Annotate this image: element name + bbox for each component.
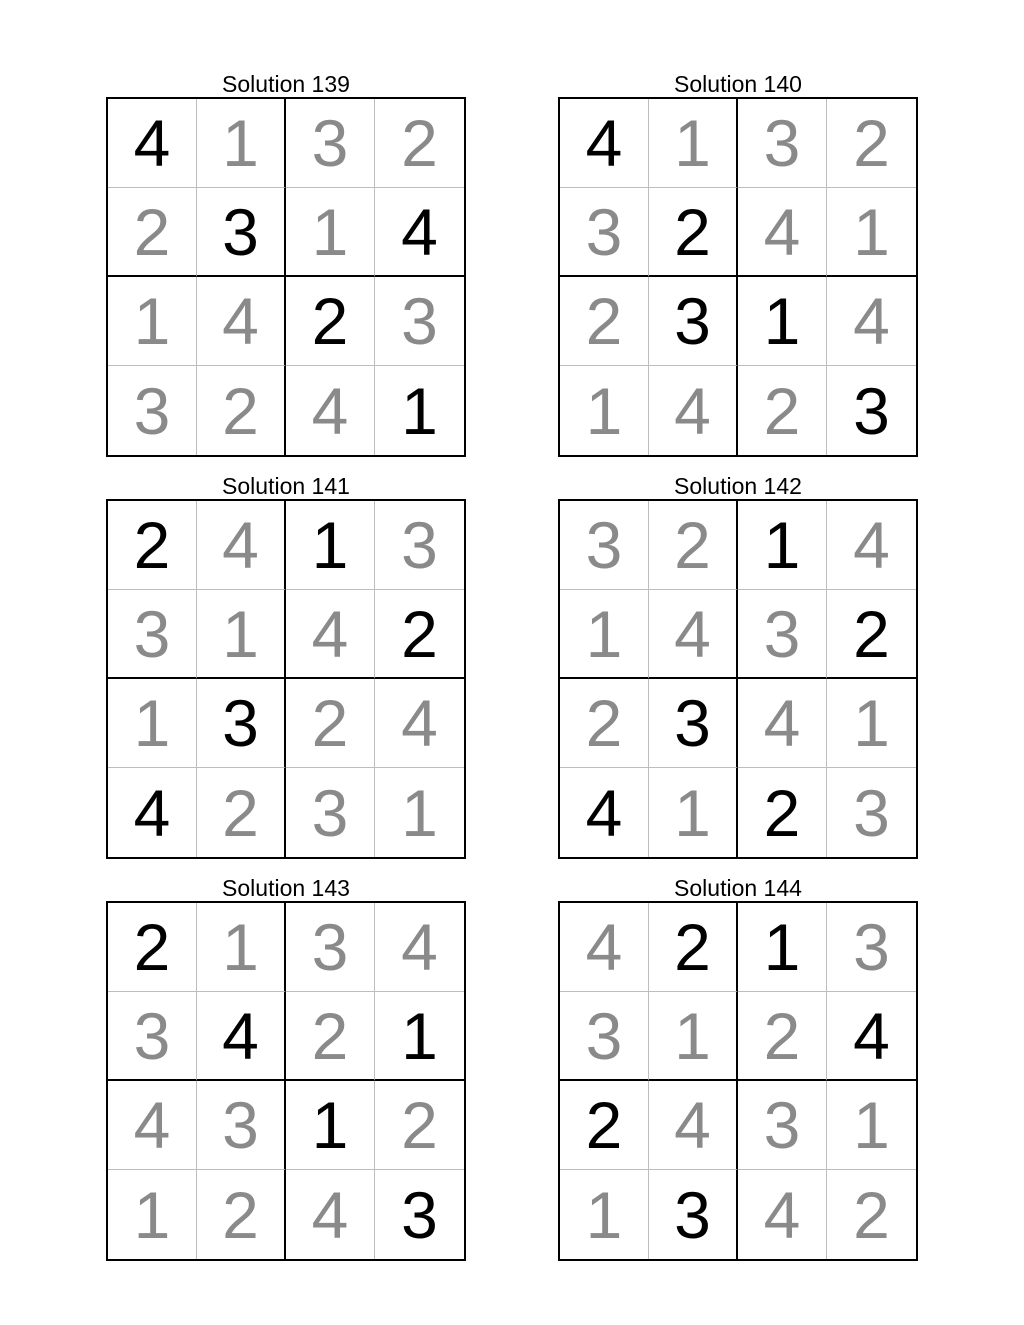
given-cell-r2c4: 4 [375, 188, 464, 277]
sudoku-grid [106, 901, 466, 1261]
solution-cell-r1c3: 3 [286, 903, 375, 992]
solution-cell-r2c2: 4 [649, 590, 738, 679]
solution-cell-r1c2: 1 [649, 99, 738, 188]
solution-cell-r4c1: 1 [560, 1170, 649, 1259]
given-cell-r4c1: 4 [560, 768, 649, 857]
sudoku-grid [558, 499, 918, 859]
given-cell-r3c2: 3 [649, 679, 738, 768]
solution-cell-r2c1: 1 [560, 590, 649, 679]
given-cell-r1c1: 4 [108, 99, 197, 188]
solution-cell-r1c1: 3 [560, 501, 649, 590]
solution-cell-r3c4: 4 [375, 679, 464, 768]
solution-cell-r4c2: 2 [197, 768, 286, 857]
solution-cell-r1c2: 2 [649, 501, 738, 590]
given-cell-r1c1: 2 [108, 903, 197, 992]
solution-cell-r3c4: 1 [827, 679, 916, 768]
solution-cell-r2c1: 3 [560, 188, 649, 277]
given-cell-r1c3: 1 [738, 501, 827, 590]
given-cell-r4c4: 3 [401, 1177, 438, 1252]
given-cell-r4c2: 3 [649, 1170, 738, 1259]
solution-cell-r1c1: 4 [560, 903, 649, 992]
solution-cell-r2c3: 3 [738, 590, 827, 679]
given-cell-r1c3: 1 [738, 903, 827, 992]
solution-cell-r1c4: 4 [827, 501, 916, 590]
given-cell-r3c2: 3 [649, 277, 738, 366]
solution-cell-r3c1: 2 [560, 679, 649, 768]
solution-cell-r3c1: 1 [108, 679, 197, 768]
solution-cell-r3c2: 3 [197, 1081, 286, 1170]
solution-cell-r4c4: 2 [853, 1177, 890, 1252]
solution-cell-r1c2: 1 [197, 99, 286, 188]
given-cell-r3c3: 1 [286, 1081, 375, 1170]
puzzle-solution-142 [558, 473, 918, 859]
solution-cell-r3c4: 2 [375, 1081, 464, 1170]
puzzle-title: Solution 141 [222, 473, 350, 499]
solution-cell-r2c2: 1 [197, 590, 286, 679]
solution-cell-r2c1: 3 [108, 992, 197, 1081]
solution-cell-r4c3: 4 [286, 1170, 375, 1259]
given-cell-r1c1: 2 [108, 501, 197, 590]
given-cell-r2c2: 3 [197, 188, 286, 277]
solution-cell-r1c4: 2 [827, 99, 916, 188]
solution-cell-r1c2: 1 [197, 903, 286, 992]
solution-cell-r4c3: 3 [286, 768, 375, 857]
given-cell-r3c2: 3 [197, 679, 286, 768]
solution-cell-r3c1: 4 [108, 1081, 197, 1170]
solution-cell-r2c3: 2 [286, 992, 375, 1081]
given-cell-r3c1: 2 [560, 1081, 649, 1170]
solution-cell-r3c2: 4 [197, 277, 286, 366]
solution-cell-r1c3: 3 [286, 99, 375, 188]
sudoku-grid [558, 901, 918, 1261]
given-cell-r2c2: 2 [649, 188, 738, 277]
given-cell-r1c1: 4 [560, 99, 649, 188]
solution-cell-r2c4: 1 [827, 188, 916, 277]
solution-cell-r2c1: 2 [108, 188, 197, 277]
solution-cell-r3c1: 1 [108, 277, 197, 366]
puzzle-solution-140 [558, 71, 918, 457]
solution-cell-r1c4: 3 [827, 903, 916, 992]
solution-cell-r3c2: 4 [649, 1081, 738, 1170]
given-cell-r3c3: 2 [286, 277, 375, 366]
given-cell-r2c4: 1 [375, 992, 464, 1081]
solution-cell-r2c3: 2 [738, 992, 827, 1081]
puzzle-title: Solution 140 [674, 71, 802, 97]
puzzle-solution-144 [558, 875, 918, 1261]
solution-cell-r4c2: 4 [649, 366, 738, 455]
given-cell-r3c3: 1 [738, 277, 827, 366]
sudoku-grid [558, 97, 918, 457]
given-cell-r2c2: 4 [197, 992, 286, 1081]
solution-cell-r4c3: 2 [738, 366, 827, 455]
puzzle-solution-143 [106, 875, 466, 1261]
solution-cell-r2c3: 4 [738, 188, 827, 277]
solution-cell-r2c2: 1 [649, 992, 738, 1081]
solution-cell-r4c3: 4 [286, 366, 375, 455]
given-cell-r4c1: 4 [108, 768, 197, 857]
solution-cell-r2c3: 1 [286, 188, 375, 277]
puzzle-solution-139 [106, 71, 466, 457]
solution-cell-r2c3: 4 [286, 590, 375, 679]
solution-cell-r4c1: 1 [560, 366, 649, 455]
solution-cell-r4c1: 3 [108, 366, 197, 455]
given-cell-r1c3: 1 [286, 501, 375, 590]
solution-cell-r4c2: 2 [197, 1170, 286, 1259]
solution-cell-r4c3: 4 [738, 1170, 827, 1259]
given-cell-r4c4: 1 [401, 373, 438, 448]
solution-cell-r4c1: 1 [108, 1170, 197, 1259]
puzzle-title: Solution 143 [222, 875, 350, 901]
solution-cell-r1c3: 3 [738, 99, 827, 188]
solution-cell-r4c2: 1 [649, 768, 738, 857]
solution-cell-r3c4: 1 [827, 1081, 916, 1170]
given-cell-r2c4: 2 [375, 590, 464, 679]
solution-cell-r2c1: 3 [560, 992, 649, 1081]
given-cell-r4c3: 2 [738, 768, 827, 857]
solution-cell-r4c2: 2 [197, 366, 286, 455]
solution-cell-r2c1: 3 [108, 590, 197, 679]
solution-cell-r3c3: 2 [286, 679, 375, 768]
given-cell-r2c4: 4 [827, 992, 916, 1081]
solution-cell-r1c2: 4 [197, 501, 286, 590]
puzzle-title: Solution 142 [674, 473, 802, 499]
solution-cell-r3c3: 4 [738, 679, 827, 768]
given-cell-r4c4: 3 [853, 373, 890, 448]
puzzle-title: Solution 144 [674, 875, 802, 901]
given-cell-r2c4: 2 [827, 590, 916, 679]
solution-cell-r4c4: 1 [401, 775, 438, 850]
given-cell-r1c2: 2 [649, 903, 738, 992]
sudoku-grid [106, 97, 466, 457]
puzzle-title: Solution 139 [222, 71, 350, 97]
puzzle-solution-141 [106, 473, 466, 859]
solution-cell-r3c4: 3 [375, 277, 464, 366]
solution-cell-r4c4: 3 [853, 775, 890, 850]
solution-cell-r1c4: 4 [375, 903, 464, 992]
solution-cell-r3c4: 4 [827, 277, 916, 366]
solution-cell-r3c3: 3 [738, 1081, 827, 1170]
solution-cell-r1c4: 2 [375, 99, 464, 188]
solution-cell-r3c1: 2 [560, 277, 649, 366]
sudoku-grid [106, 499, 466, 859]
solution-cell-r1c4: 3 [375, 501, 464, 590]
